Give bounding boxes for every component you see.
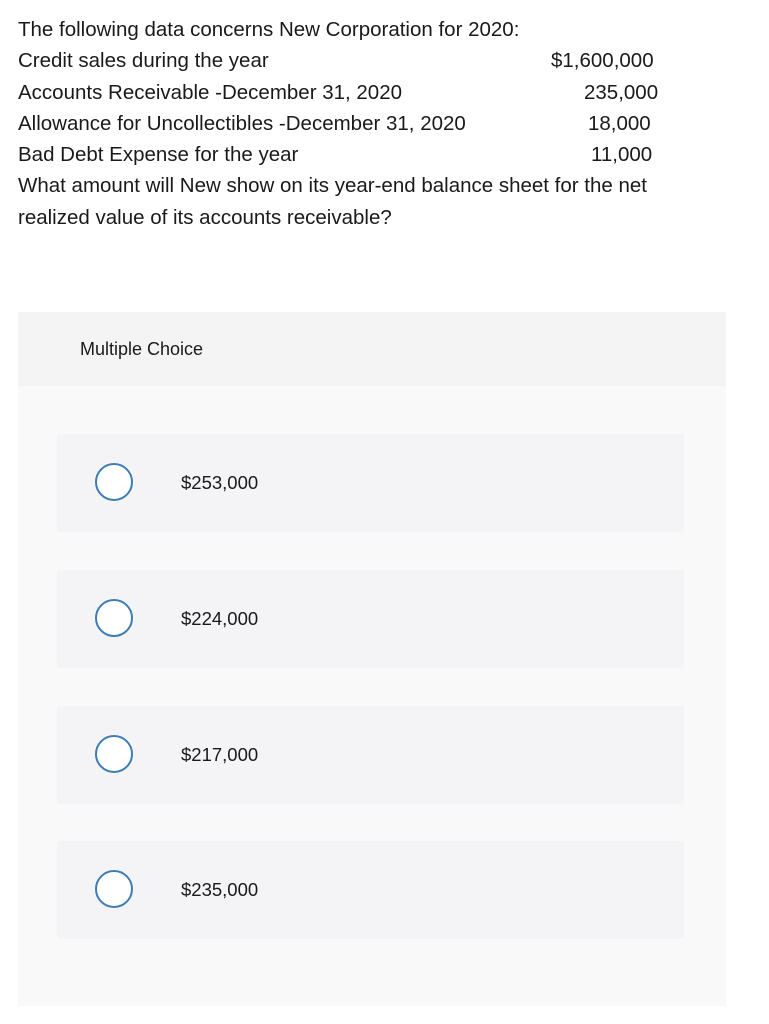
data-row-bad-debt-expense (18, 139, 718, 170)
answer-option-label: $235,000 (181, 879, 259, 900)
data-row-value: 11,000 (591, 143, 653, 167)
data-row-allowance (18, 108, 718, 139)
radio-button-icon[interactable] (95, 870, 133, 908)
data-row-value: 18,000 (588, 111, 651, 135)
radio-button-icon[interactable] (95, 735, 133, 773)
answer-option-label: $217,000 (181, 744, 259, 765)
answer-option[interactable] (57, 841, 684, 939)
multiple-choice-title: Multiple Choice (80, 339, 204, 359)
answer-option[interactable] (57, 706, 684, 804)
question-text (18, 14, 718, 233)
answer-option-label: $253,000 (181, 472, 259, 493)
data-row-label: Credit sales during the year (18, 49, 269, 73)
answer-option-label: $224,000 (181, 608, 259, 629)
data-row-credit-sales (18, 45, 718, 76)
data-row-label: Accounts Receivable -December 31, 2020 (18, 80, 403, 104)
question-intro: The following data concerns New Corporation for 2020: (18, 18, 520, 41)
data-row-label: Allowance for Uncollectibles -December 31, 2020 (18, 111, 466, 135)
radio-button-icon[interactable] (95, 463, 133, 501)
answer-option[interactable] (57, 434, 684, 532)
data-row-value: 235,000 (584, 80, 659, 104)
multiple-choice-panel (18, 312, 726, 1006)
multiple-choice-header (18, 312, 726, 386)
data-row-accounts-receivable (18, 77, 718, 108)
answer-option[interactable] (57, 570, 684, 668)
data-row-value: $1,600,000 (551, 49, 654, 73)
radio-button-icon[interactable] (95, 599, 133, 637)
options-list (18, 386, 726, 1006)
question-prompt: What amount will New show on its year-end balance sheet for the net realized value of its accounts receivable? (18, 174, 647, 229)
data-row-label: Bad Debt Expense for the year (18, 143, 299, 167)
